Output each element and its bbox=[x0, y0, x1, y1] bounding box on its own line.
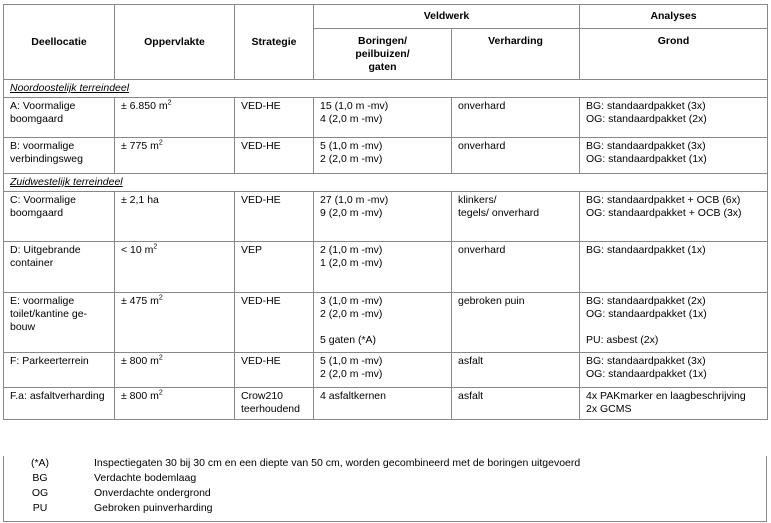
deellocatie-line: A: Voormalige bbox=[10, 100, 76, 112]
cell-verharding bbox=[452, 98, 580, 138]
boringen-line: 9 (2,0 m -mv) bbox=[320, 207, 383, 219]
cell-deellocatie bbox=[4, 192, 115, 242]
oppervlakte-unit-exponent: 2 bbox=[158, 139, 163, 147]
cell-grond bbox=[580, 293, 768, 353]
boringen-line: 27 (1,0 m -mv) bbox=[320, 194, 389, 206]
deellocatie-line: boomgaard bbox=[10, 113, 64, 125]
strategie-line: Crow210 bbox=[241, 390, 284, 402]
grond-line: OG: standaardpakket + OCB (3x) bbox=[586, 207, 742, 219]
verharding-line: asfalt bbox=[458, 390, 484, 402]
verharding-line: onverhard bbox=[458, 244, 506, 256]
boringen-line: 3 (1,0 m -mv) bbox=[320, 295, 383, 307]
cell-deellocatie bbox=[4, 242, 115, 293]
legend-item bbox=[4, 501, 766, 516]
cell-boringen bbox=[314, 138, 452, 174]
header-veldwerk: Veldwerk bbox=[314, 5, 580, 29]
cell-verharding bbox=[452, 388, 580, 420]
header-strategie: Strategie bbox=[235, 5, 314, 80]
cell-oppervlakte bbox=[115, 192, 235, 242]
boringen-line: 5 (1,0 m -mv) bbox=[320, 140, 383, 152]
table-row bbox=[4, 98, 768, 138]
grond-line: OG: standaardpakket (2x) bbox=[586, 113, 707, 125]
cell-boringen bbox=[314, 242, 452, 293]
oppervlakte-value: ± 475 m bbox=[121, 295, 159, 307]
cell-verharding bbox=[452, 293, 580, 353]
header-boringen-line: Boringen/ bbox=[358, 35, 407, 47]
cell-deellocatie bbox=[4, 138, 115, 174]
header-boringen-line: gaten bbox=[368, 61, 397, 73]
cell-boringen bbox=[314, 98, 452, 138]
table-row bbox=[4, 293, 768, 353]
grond-line: OG: standaardpakket (1x) bbox=[586, 308, 707, 320]
boringen-line: 5 (1,0 m -mv) bbox=[320, 355, 383, 367]
grond-line: OG: standaardpakket (1x) bbox=[586, 153, 707, 165]
grond-line: 2x GCMS bbox=[586, 403, 632, 415]
cell-verharding bbox=[452, 138, 580, 174]
cell-oppervlakte bbox=[115, 242, 235, 293]
boringen-line: 15 (1,0 m -mv) bbox=[320, 100, 389, 112]
table-body bbox=[4, 80, 768, 420]
verharding-line: tegels/ onverhard bbox=[458, 207, 540, 219]
cell-grond bbox=[580, 242, 768, 293]
grond-line: BG: standaardpakket (3x) bbox=[586, 355, 706, 367]
cell-boringen bbox=[314, 353, 452, 388]
cell-grond bbox=[580, 353, 768, 388]
strategie-line: teerhoudend bbox=[241, 403, 300, 415]
cell-oppervlakte bbox=[115, 293, 235, 353]
strategie-line: VED-HE bbox=[241, 140, 281, 152]
cell-verharding bbox=[452, 242, 580, 293]
cell-grond bbox=[580, 388, 768, 420]
cell-verharding bbox=[452, 353, 580, 388]
cell-boringen bbox=[314, 388, 452, 420]
verharding-line: gebroken puin bbox=[458, 295, 525, 307]
legend-key: BG bbox=[32, 472, 48, 484]
cell-strategie bbox=[235, 353, 314, 388]
cell-strategie bbox=[235, 388, 314, 420]
oppervlakte-unit-exponent: 2 bbox=[158, 294, 163, 302]
deellocatie-line: B: voormalige bbox=[10, 140, 75, 152]
deellocatie-line: toilet/kantine ge- bbox=[10, 308, 88, 320]
cell-boringen bbox=[314, 293, 452, 353]
boringen-line bbox=[320, 321, 445, 334]
strategie-line: VED-HE bbox=[241, 295, 281, 307]
cell-deellocatie bbox=[4, 98, 115, 138]
header-grond: Grond bbox=[580, 29, 768, 80]
boringen-line: 5 gaten (*A) bbox=[320, 334, 377, 346]
oppervlakte-value: < 10 m bbox=[121, 244, 154, 256]
legend-text: Onverdachte ondergrond bbox=[94, 487, 211, 499]
verharding-line: asfalt bbox=[458, 355, 484, 367]
legend-text: Gebroken puinverharding bbox=[94, 502, 213, 514]
deellocatie-line: F.a: asfaltverharding bbox=[10, 390, 105, 402]
cell-deellocatie bbox=[4, 293, 115, 353]
legend-item bbox=[4, 471, 766, 486]
boringen-line: 4 asfaltkernen bbox=[320, 390, 386, 402]
deellocatie-line: container bbox=[10, 257, 54, 269]
oppervlakte-value: ± 6.850 m bbox=[121, 100, 168, 112]
deellocatie-line: D: Uitgebrande bbox=[10, 244, 81, 256]
strategie-line: VEP bbox=[241, 244, 263, 256]
cell-oppervlakte bbox=[115, 388, 235, 420]
boringen-line: 2 (2,0 m -mv) bbox=[320, 368, 383, 380]
section-header-row bbox=[4, 80, 768, 98]
grond-line: BG: standaardpakket (2x) bbox=[586, 295, 706, 307]
boringen-line: 4 (2,0 m -mv) bbox=[320, 113, 383, 125]
strategie-line: VED-HE bbox=[241, 100, 281, 112]
legend bbox=[3, 456, 767, 522]
legend-text: Verdachte bodemlaag bbox=[94, 472, 197, 484]
boringen-line: 1 (2,0 m -mv) bbox=[320, 257, 383, 269]
section-header-row bbox=[4, 174, 768, 192]
deellocatie-line: bouw bbox=[10, 321, 36, 333]
legend-key: (*A) bbox=[30, 457, 50, 469]
header-boringen-line: peilbuizen/ bbox=[355, 48, 410, 60]
cell-grond bbox=[580, 138, 768, 174]
cell-oppervlakte bbox=[115, 138, 235, 174]
header-deellocatie: Deellocatie bbox=[4, 5, 115, 80]
oppervlakte-unit-exponent: 2 bbox=[153, 243, 158, 251]
oppervlakte-unit-exponent: 2 bbox=[158, 354, 163, 362]
oppervlakte-value: ± 800 m bbox=[121, 355, 159, 367]
verharding-line: klinkers/ bbox=[458, 194, 497, 206]
deellocatie-line: boomgaard bbox=[10, 207, 64, 219]
oppervlakte-unit-exponent: 2 bbox=[158, 389, 163, 397]
header-analyses: Analyses bbox=[580, 5, 768, 29]
grond-line: BG: standaardpakket (3x) bbox=[586, 140, 706, 152]
legend-key: OG bbox=[31, 487, 49, 499]
section-title: Noordoostelijk terreindeel bbox=[10, 82, 130, 94]
grond-line: PU: asbest (2x) bbox=[586, 334, 659, 346]
verharding-line: onverhard bbox=[458, 100, 506, 112]
boringen-line: 2 (1,0 m -mv) bbox=[320, 244, 383, 256]
survey-table bbox=[3, 4, 768, 420]
grond-line: BG: standaardpakket (1x) bbox=[586, 244, 706, 256]
cell-strategie bbox=[235, 138, 314, 174]
legend-item bbox=[4, 486, 766, 501]
boringen-line: 2 (2,0 m -mv) bbox=[320, 153, 383, 165]
cell-grond bbox=[580, 192, 768, 242]
cell-deellocatie bbox=[4, 353, 115, 388]
verharding-line: onverhard bbox=[458, 140, 506, 152]
table-row bbox=[4, 192, 768, 242]
header-boringen bbox=[314, 29, 452, 80]
deellocatie-line: E: voormalige bbox=[10, 295, 75, 307]
strategie-line: VED-HE bbox=[241, 355, 281, 367]
legend-text: Inspectiegaten 30 bij 30 cm en een diepte van 50 cm, worden gecombineerd met de boringen uitgevoerd bbox=[94, 457, 581, 469]
deellocatie-line: C: Voormalige bbox=[10, 194, 76, 206]
grond-line: 4x PAKmarker en laagbeschrijving bbox=[586, 390, 746, 402]
legend-key: PU bbox=[32, 502, 48, 514]
cell-deellocatie bbox=[4, 388, 115, 420]
oppervlakte-unit-exponent: 2 bbox=[167, 99, 172, 107]
table-row bbox=[4, 353, 768, 388]
cell-grond bbox=[580, 98, 768, 138]
oppervlakte-value: ± 800 m bbox=[121, 390, 159, 402]
oppervlakte-value: ± 775 m bbox=[121, 140, 159, 152]
deellocatie-line: verbindingsweg bbox=[10, 153, 83, 165]
grond-line: OG: standaardpakket (1x) bbox=[586, 368, 707, 380]
cell-oppervlakte bbox=[115, 353, 235, 388]
cell-strategie bbox=[235, 98, 314, 138]
header-verharding: Verharding bbox=[452, 29, 580, 80]
oppervlakte-value: ± 2,1 ha bbox=[121, 194, 159, 206]
cell-strategie bbox=[235, 293, 314, 353]
boringen-line: 2 (2,0 m -mv) bbox=[320, 308, 383, 320]
grond-line: BG: standaardpakket + OCB (6x) bbox=[586, 194, 741, 206]
grond-line: BG: standaardpakket (3x) bbox=[586, 100, 706, 112]
header-oppervlakte: Oppervlakte bbox=[115, 5, 235, 80]
section-title: Zuidwestelijk terreindeel bbox=[10, 176, 123, 188]
cell-strategie bbox=[235, 242, 314, 293]
cell-boringen bbox=[314, 192, 452, 242]
table-row bbox=[4, 388, 768, 420]
table-row bbox=[4, 242, 768, 293]
grond-line bbox=[586, 321, 761, 334]
deellocatie-line: F: Parkeerterrein bbox=[10, 355, 89, 367]
table-row bbox=[4, 138, 768, 174]
cell-verharding bbox=[452, 192, 580, 242]
cell-oppervlakte bbox=[115, 98, 235, 138]
strategie-line: VED-HE bbox=[241, 194, 281, 206]
legend-item bbox=[4, 456, 766, 471]
cell-strategie bbox=[235, 192, 314, 242]
